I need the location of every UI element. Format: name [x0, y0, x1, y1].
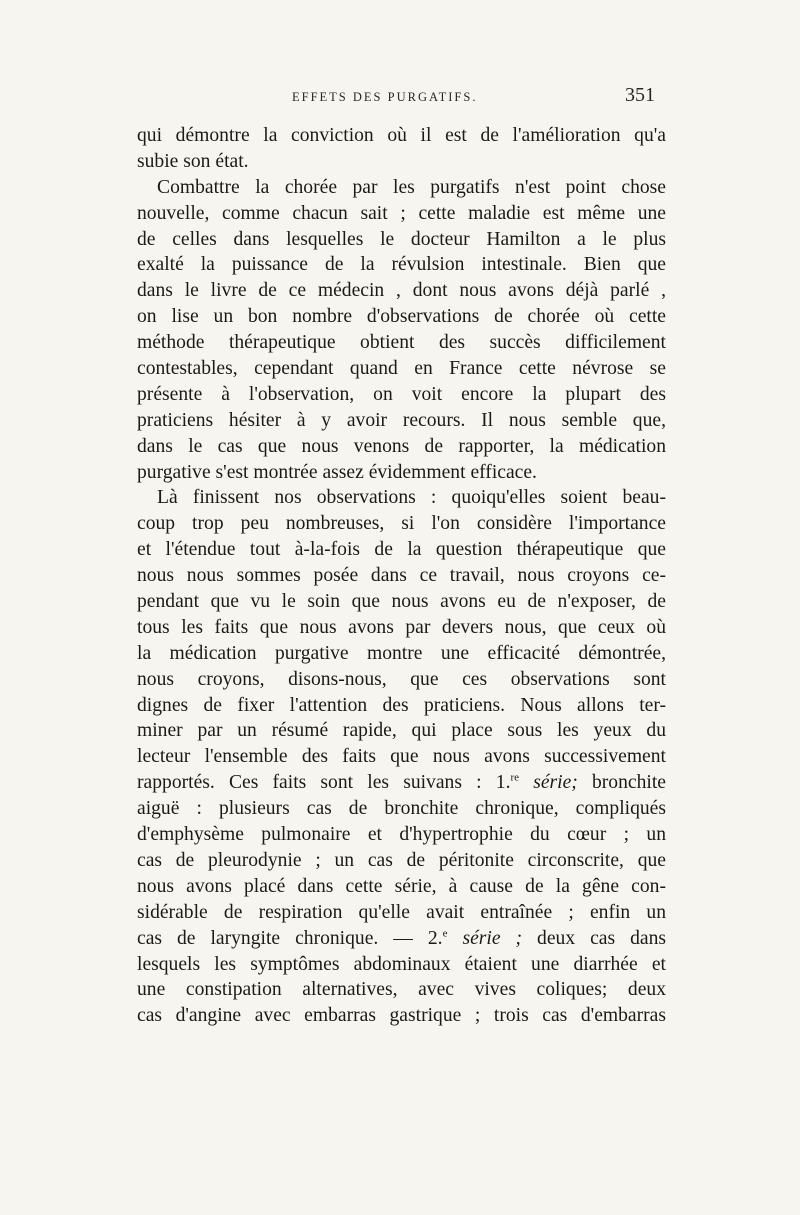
text-line: coup trop peu nombreuses, si l'on considère l'importance	[137, 513, 666, 535]
text-line: exalté la puissance de la révulsion intestinale. Bien que	[137, 254, 666, 276]
text-line: nouvelle, comme chacun sait ; cette maladie est même une	[137, 202, 666, 224]
series-2-lead: cas de laryngite chronique. —	[137, 927, 413, 949]
text-line-series-2	[137, 926, 666, 952]
text-line: cas de pleurodynie ; un cas de péritonite circonscrite, que	[137, 849, 666, 871]
body-text	[137, 123, 666, 1029]
text-line: purgative s'est montrée assez évidemment efficace.	[137, 461, 537, 483]
text-line: tous les faits que nous avons par devers nous, que ceux où	[137, 616, 666, 638]
text-line: sidérable de respiration qu'elle avait entraînée ; enfin un	[137, 901, 666, 923]
series-2-label: série ;	[462, 927, 523, 949]
text-line: Là finissent nos observations : quoiqu'elles soient beau-	[157, 487, 666, 509]
text-line-series-1	[137, 770, 666, 796]
text-line: lecteur l'ensemble des faits que nous avons successivement	[137, 746, 666, 768]
series-1-sup: re	[510, 771, 520, 784]
running-head: EFFETS DES PURGATIFS.	[292, 90, 478, 104]
series-1-after: bronchite	[591, 772, 666, 794]
text-line: méthode thérapeutique obtient des succès difficilement	[137, 332, 666, 354]
text-line: une constipation alternatives, avec vives coliques; deux	[137, 979, 666, 1001]
series-2-sup: e	[442, 927, 448, 940]
text-line: dignes de fixer l'attention des praticiens. Nous allons ter-	[137, 694, 666, 716]
text-line: nous avons placé dans cette série, à cause de la gêne con-	[137, 875, 666, 897]
text-line: on lise un bon nombre d'observations de chorée où cette	[137, 306, 666, 328]
text-line: et l'étendue tout à-la-fois de la question thérapeutique que	[137, 539, 666, 561]
text-line: nous nous sommes posée dans ce travail, nous croyons ce-	[137, 565, 666, 587]
text-line: aiguë : plusieurs cas de bronchite chronique, compliqués	[137, 798, 666, 820]
text-line: nous croyons, disons-nous, que ces observations sont	[137, 668, 666, 690]
text-line: miner par un résumé rapide, qui place sous les yeux du	[137, 720, 666, 742]
text-line: pendant que vu le soin que nous avons eu de n'exposer, de	[137, 591, 666, 613]
series-2-number: 2.	[427, 927, 443, 949]
text-line: présente à l'observation, on voit encore la plupart des	[137, 383, 666, 405]
text-line: contestables, cependant quand en France cette névrose se	[137, 358, 666, 380]
text-line: subie son état.	[137, 150, 249, 172]
series-1-label: série;	[533, 772, 578, 794]
page-number: 351	[625, 84, 655, 106]
series-2-after: deux cas dans	[537, 927, 666, 949]
text-line: la médication purgative montre une efficacité démontrée,	[137, 642, 666, 664]
text-line: dans le livre de ce médecin , dont nous avons déjà parlé ,	[137, 280, 666, 302]
text-line: praticiens hésiter à y avoir recours. Il nous semble que,	[137, 409, 666, 431]
text-line: cas d'angine avec embarras gastrique ; trois cas d'embarras	[137, 1005, 666, 1027]
series-1-number: 1.	[495, 772, 511, 794]
text-line: Combattre la chorée par les purgatifs n'est point chose	[157, 176, 666, 198]
text-line: dans le cas que nous venons de rapporter, la médication	[137, 435, 666, 457]
series-1-lead: rapportés. Ces faits sont les suivans :	[137, 772, 482, 794]
text-line: qui démontre la conviction où il est de l'amélioration qu'a	[137, 125, 666, 146]
text-line: de celles dans lesquelles le docteur Hamilton a le plus	[137, 228, 666, 250]
text-line: lesquels les symptômes abdominaux étaient une diarrhée et	[137, 953, 666, 975]
text-line: d'emphysème pulmonaire et d'hypertrophie du cœur ; un	[137, 824, 666, 846]
